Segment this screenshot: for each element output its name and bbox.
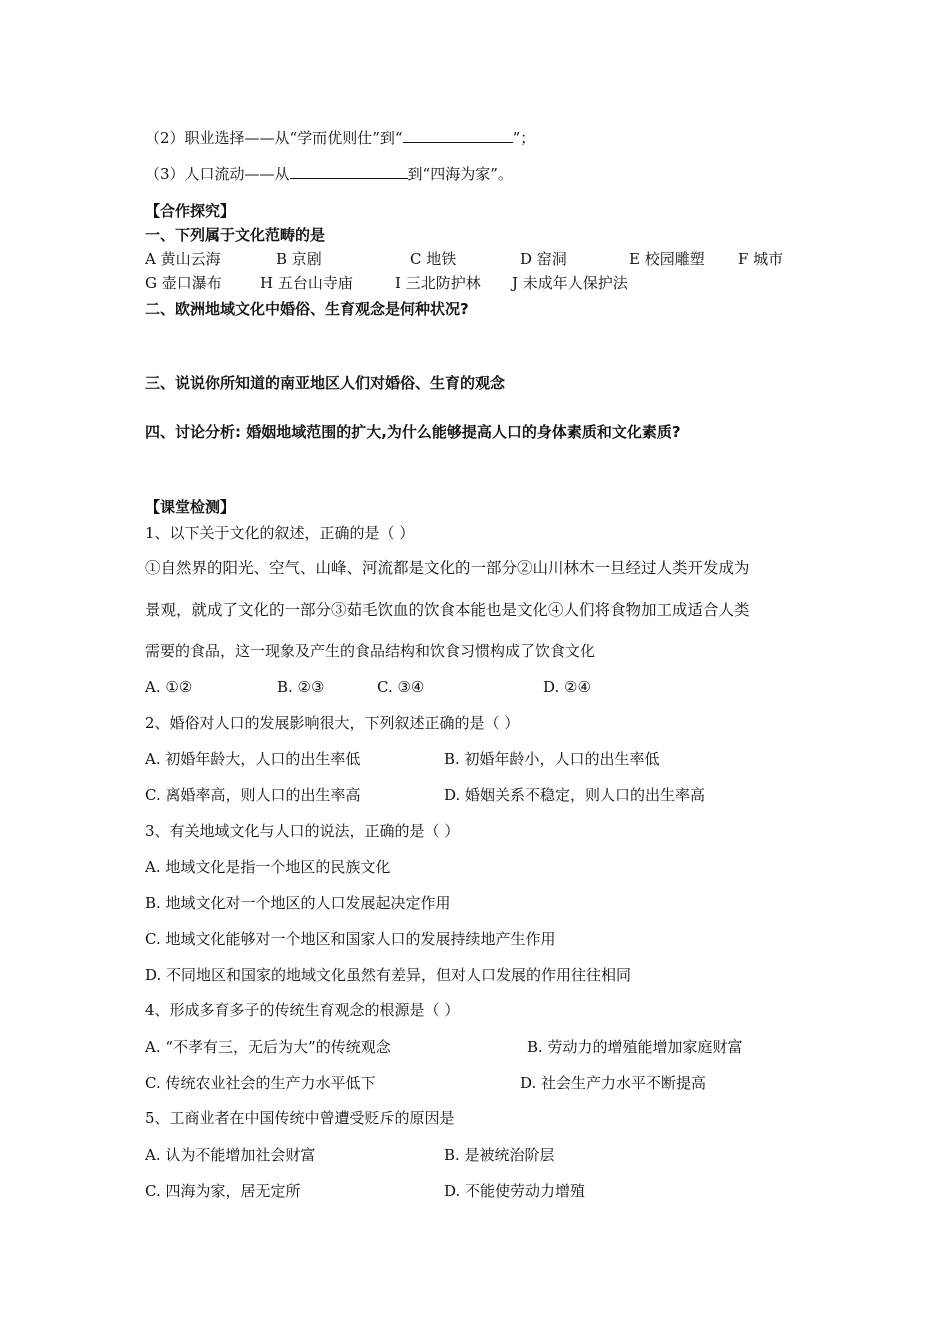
q3-option-c: C. 地域文化能够对一个地区和国家人口的发展持续地产生作用 [145,930,556,948]
q5-option-c: C. 四海为家，居无定所 [145,1182,301,1200]
hezuo-question-1: 一、下列属于文化范畴的是 [145,226,326,244]
option-c: C 地铁 [410,250,457,268]
q5-option-d: D. 不能使劳动力增殖 [444,1182,586,1200]
q1-option-b: B. ②③ [277,678,325,696]
question-3-stem: 3、有关地域文化与人口的说法，正确的是（ ） [145,822,460,840]
fill-question-3 [145,164,513,184]
q5-option-a: A. 认为不能增加社会财富 [145,1146,316,1164]
hezuo-question-4: 四、讨论分析: 婚姻地域范围的扩大,为什么能够提高人口的身体素质和文化素质? [145,423,681,441]
q2-option-b: B. 初婚年龄小，人口的出生率低 [444,750,660,768]
q5-option-b: B. 是被统治阶层 [444,1146,555,1164]
answer-blank[interactable] [403,128,513,143]
question-5-stem: 5、工商业者在中国传统中曾遭受贬斥的原因是 [145,1109,455,1127]
option-g: G 壶口瀑布 [145,274,222,292]
option-f: F 城市 [738,250,784,268]
fill-q2-prefix: （2）职业选择——从“学而优则仕”到“ [145,129,403,147]
fill-q2-suffix: ”； [512,129,536,147]
section-heading-ketang: 【课堂检测】 [145,498,236,516]
q2-option-a: A. 初婚年龄大，人口的出生率低 [145,750,361,768]
q4-option-a: A. “不孝有三，无后为大”的传统观念 [145,1038,391,1056]
option-j: J 未成年人保护法 [512,274,628,292]
question-1-text-line-2: 景观，就成了文化的一部分③茹毛饮血的饮食本能也是文化④人们将食物加工成适合人类 [145,601,750,619]
fill-q3-suffix: 到“四海为家”。 [407,165,513,183]
q1-option-d: D. ②④ [543,678,591,696]
q2-option-c: C. 离婚率高，则人口的出生率高 [145,786,361,804]
q4-option-c: C. 传统农业社会的生产力水平低下 [145,1074,376,1092]
option-e: E 校园雕塑 [629,250,705,268]
question-1-text-line-1: ①自然界的阳光、空气、山峰、河流都是文化的一部分②山川林木一旦经过人类开发成为 [145,559,750,577]
q4-option-d: D. 社会生产力水平不断提高 [520,1074,707,1092]
q3-option-b: B. 地域文化对一个地区的人口发展起决定作用 [145,894,451,912]
hezuo-question-2: 二、欧洲地域文化中婚俗、生育观念是何种状况? [145,300,469,318]
option-i: I 三北防护林 [395,274,481,292]
hezuo-question-3: 三、说说你所知道的南亚地区人们对婚俗、生育的观念 [145,374,506,392]
q3-option-d: D. 不同地区和国家的地域文化虽然有差异，但对人口发展的作用往往相同 [145,966,632,984]
question-2-stem: 2、婚俗对人口的发展影响很大，下列叙述正确的是（ ） [145,714,520,732]
option-b: B 京剧 [276,250,322,268]
question-1-text-line-3: 需要的食品，这一现象及产生的食品结构和饮食习惯构成了饮食文化 [145,642,596,660]
question-4-stem: 4、形成多育多子的传统生育观念的根源是（ ） [145,1001,460,1019]
section-heading-hezuo: 【合作探究】 [145,202,236,220]
answer-blank[interactable] [290,164,408,179]
q1-option-c: C. ③④ [377,678,425,696]
q1-option-a: A. ①② [145,678,193,696]
q3-option-a: A. 地域文化是指一个地区的民族文化 [145,858,391,876]
q4-option-b: B. 劳动力的增殖能增加家庭财富 [527,1038,743,1056]
option-h: H 五台山寺庙 [260,274,353,292]
q2-option-d: D. 婚姻关系不稳定，则人口的出生率高 [444,786,706,804]
option-d: D 窑洞 [520,250,567,268]
question-1-stem: 1、以下关于文化的叙述，正确的是（ ） [145,524,415,542]
fill-question-2 [145,128,535,148]
fill-q3-prefix: （3）人口流动——从 [145,165,290,183]
option-a: A 黄山云海 [145,250,221,268]
